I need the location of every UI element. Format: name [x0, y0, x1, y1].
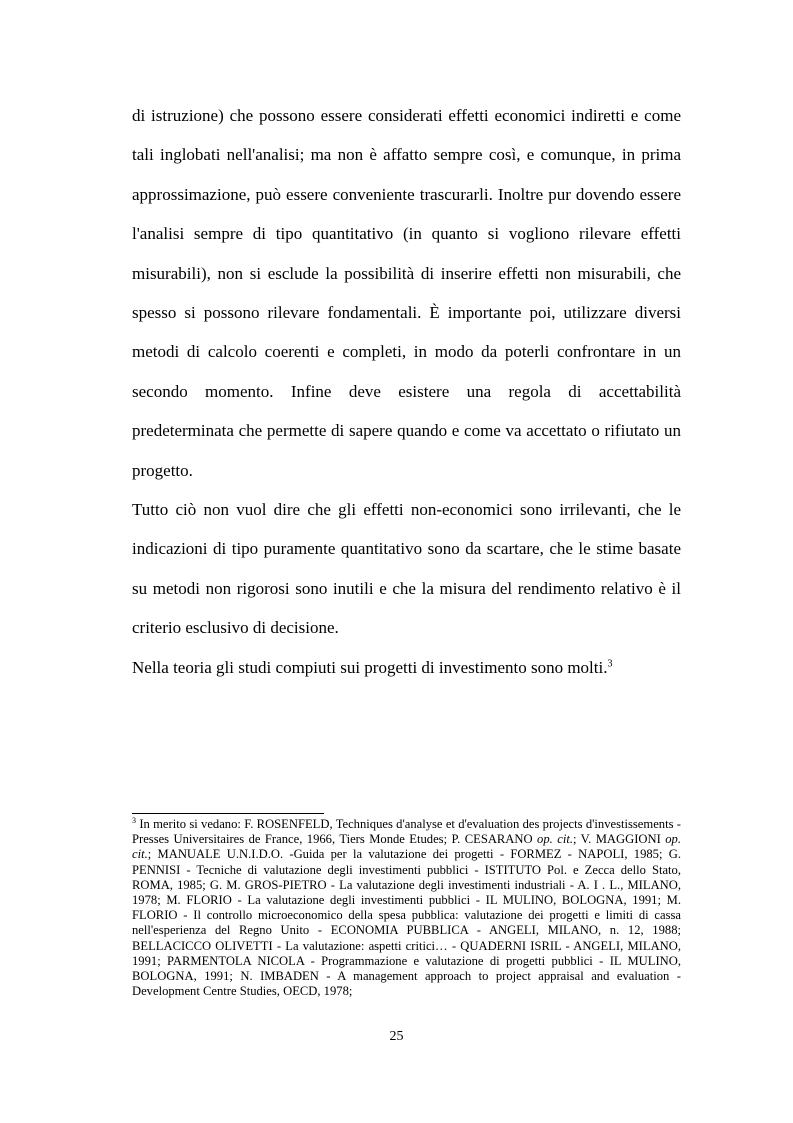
- body-text: [132, 96, 681, 687]
- footnote-text-part-3: ; MANUALE U.N.I.D.O. -Guida per la valutazione dei progetti - FORMEZ - NAPOLI, 1985; G. PENNISI - Tecniche di valutazione degli investimenti pubblici - ISTITUTO Pol. e Zecca dello Stato, ROMA, 1985; G. M. GROS-PIETRO - La valutazione degli investimenti industriali - A. I . L., MILANO, 1978; M. FLORIO - La valutazione degli investimenti pubblici - IL MULINO, BOLOGNA, 1991; M. FLORIO - Il controllo microeconomico della spesa pubblica: valutazione dei progetti e limiti di cassa nell'esperienza del Regno Unito - ECONOMIA PUBBLICA - ANGELI, MILANO, n. 12, 1988; BELLACICCO OLIVETTI - La valutazione: aspetti critici… - QUADERNI ISRIL - ANGELI, MILANO, 1991; PARMENTOLA NICOLA - Programmazione e valutazione di progetti pubblici - IL MULINO, BOLOGNA, 1991; N. IMBADEN - A management approach to project appraisal and evaluation - Development Centre Studies, OECD, 1978;: [132, 847, 681, 999]
- paragraph-3-text: Nella teoria gli studi compiuti sui progetti di investimento sono molti.: [132, 657, 608, 677]
- footnote-number: 3: [132, 815, 136, 825]
- paragraph-3: [132, 648, 681, 687]
- footnote-separator: [132, 813, 324, 814]
- footnote-text-part-2: ; V. MAGGIONI: [572, 832, 666, 847]
- footnote-italic-2: op. cit.: [132, 832, 681, 862]
- footnote-3: [132, 817, 681, 999]
- paragraph-2: Tutto ciò non vuol dire che gli effetti non-economici sono irrilevanti, che le indicazioni di tipo puramente quantitativo sono da scartare, che le stime basate su metodi non rigorosi sono inutili e che la misura del rendimento relativo è il criterio esclusivo di decisione.: [132, 500, 681, 638]
- paragraph-1: di istruzione) che possono essere considerati effetti economici indiretti e come tali inglobati nell'analisi; ma non è affatto sempre così, e comunque, in prima approssimazione, può essere conveniente trascurarli. Inoltre pur dovendo essere l'analisi sempre di tipo quantitativo (in quanto si vogliono rilevare effetti misurabili), non si esclude la possibilità di inserire effetti non misurabili, che spesso si possono rilevare fondamentali. È importante poi, utilizzare diversi metodi di calcolo coerenti e completi, in modo da poterli confrontare in un secondo momento. Infine deve esistere una regola di accettabilità predeterminata che permette di sapere quando e come va accettato o rifiutato un progetto.: [132, 106, 681, 480]
- footnote-text-part-1: In merito si vedano: F. ROSENFELD, Techniques d'analyse et d'evaluation des projects d'investissements - Presses Universitaires de France, 1966, Tiers Monde Etudes; P. CESARANO: [132, 817, 681, 847]
- footnote-reference[interactable]: 3: [607, 658, 613, 670]
- page-number: 25: [389, 1029, 404, 1044]
- footnote-italic-1: op. cit.: [537, 832, 573, 847]
